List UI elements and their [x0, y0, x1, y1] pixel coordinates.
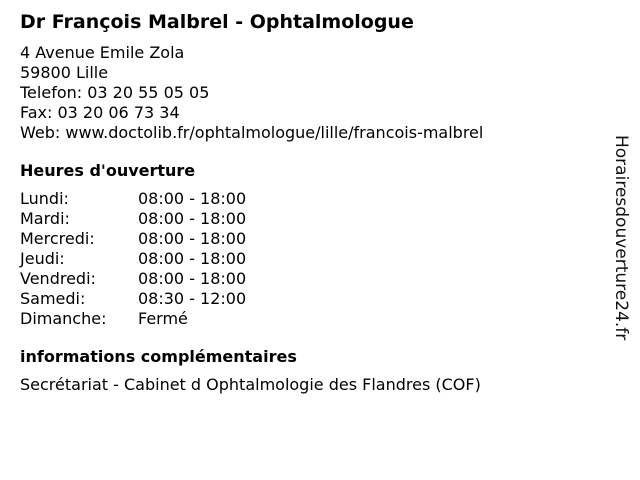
hours-row-thursday	[20, 249, 600, 269]
hours-day: Mardi:	[20, 209, 70, 228]
hours-time: 08:00 - 18:00	[138, 249, 247, 268]
hours-row-sunday	[20, 309, 600, 329]
hours-day: Jeudi:	[20, 249, 65, 268]
address-city: 59800 Lille	[20, 63, 109, 82]
hours-day: Mercredi:	[20, 229, 95, 248]
hours-row-tuesday	[20, 209, 600, 229]
opening-hours-table	[20, 189, 600, 329]
hours-time: 08:00 - 18:00	[138, 269, 247, 288]
hours-time: 08:30 - 12:00	[138, 289, 247, 308]
address-street: 4 Avenue Emile Zola	[20, 43, 185, 62]
website-link: Web: www.doctolib.fr/ophtalmologue/lille/francois-malbrel	[20, 123, 484, 142]
hours-time: 08:00 - 18:00	[138, 209, 247, 228]
hours-time: 08:00 - 18:00	[138, 229, 247, 248]
hours-day: Dimanche:	[20, 309, 107, 328]
additional-info-heading: informations complémentaires	[20, 347, 297, 366]
hours-day: Samedi:	[20, 289, 86, 308]
hours-time: Fermé	[138, 309, 188, 328]
hours-day: Vendredi:	[20, 269, 96, 288]
fax-number: Fax: 03 20 06 73 34	[20, 103, 180, 122]
hours-time: 08:00 - 18:00	[138, 189, 247, 208]
hours-row-monday	[20, 189, 600, 209]
phone-number: Telefon: 03 20 55 05 05	[20, 83, 210, 102]
hours-row-wednesday	[20, 229, 600, 249]
page-title: Dr François Malbrel - Ophtalmologue	[20, 11, 414, 33]
business-listing	[20, 10, 600, 395]
hours-day: Lundi:	[20, 189, 69, 208]
additional-info-text: Secrétariat - Cabinet d Ophtalmologie des Flandres (COF)	[20, 375, 481, 394]
site-watermark: Horairesdouverture24.fr	[611, 135, 631, 341]
hours-row-friday	[20, 269, 600, 289]
opening-hours-heading: Heures d'ouverture	[20, 161, 196, 180]
hours-row-saturday	[20, 289, 600, 309]
